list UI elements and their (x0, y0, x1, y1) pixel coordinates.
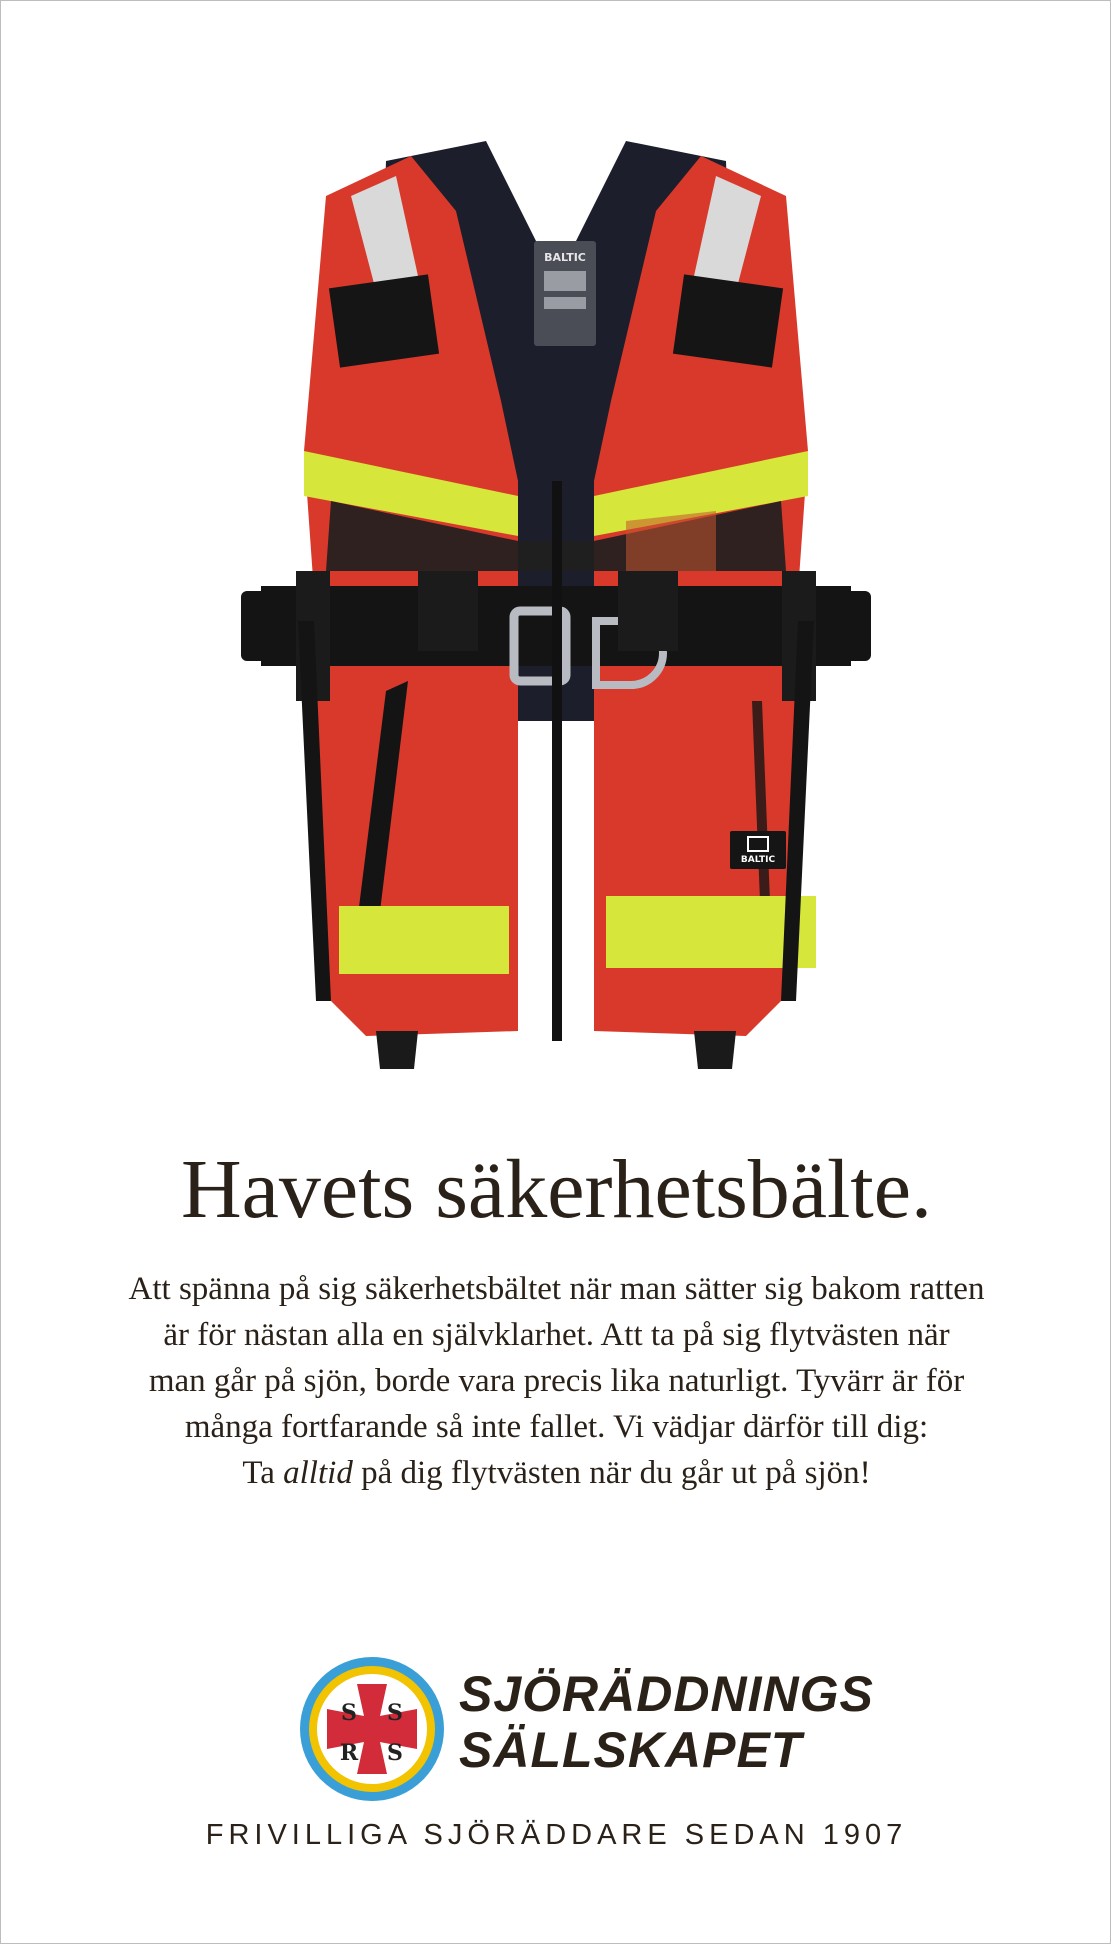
body-copy (61, 1266, 1052, 1496)
life-vest-image (151, 101, 961, 1091)
logo-letter-s2: S (387, 1700, 403, 1726)
headline: Havets säkerhetsbälte. (180, 1143, 933, 1236)
organization-name (459, 1666, 874, 1778)
body-line-end: på dig flytvästen när du går ut på sjön! (352, 1455, 871, 1491)
logo-letter-r: R (339, 1740, 359, 1766)
body-line: Att spänna på sig säkerhetsbältet när man sätter sig bakom ratten (128, 1271, 985, 1307)
logo-letter-s3: S (387, 1740, 403, 1766)
organization-name-line1: SJÖRÄDDNINGS (459, 1666, 874, 1722)
tagline: FRIVILLIGA SJÖRÄDDARE SEDAN 1907 (205, 1819, 908, 1851)
body-line-start: Ta (242, 1455, 284, 1491)
body-line: många fortfarande så inte fallet. Vi vädjar därför till dig: (184, 1409, 929, 1445)
organization-name-line2: SÄLLSKAPET (459, 1722, 803, 1778)
emphasis-word: alltid (283, 1455, 353, 1491)
body-line: är för nästan alla en självklarhet. Att ta på sig flytvästen när (163, 1317, 950, 1353)
body-line (61, 1450, 1052, 1496)
vest-neck-label-text: BALTIC (544, 251, 586, 264)
vest-brand-tag-text: BALTIC (740, 855, 776, 865)
body-line: man går på sjön, borde vara precis lika naturligt. Tyvärr är för (148, 1363, 965, 1399)
logo-letter-s1: S (341, 1700, 357, 1726)
ssrs-logo (297, 1654, 447, 1804)
